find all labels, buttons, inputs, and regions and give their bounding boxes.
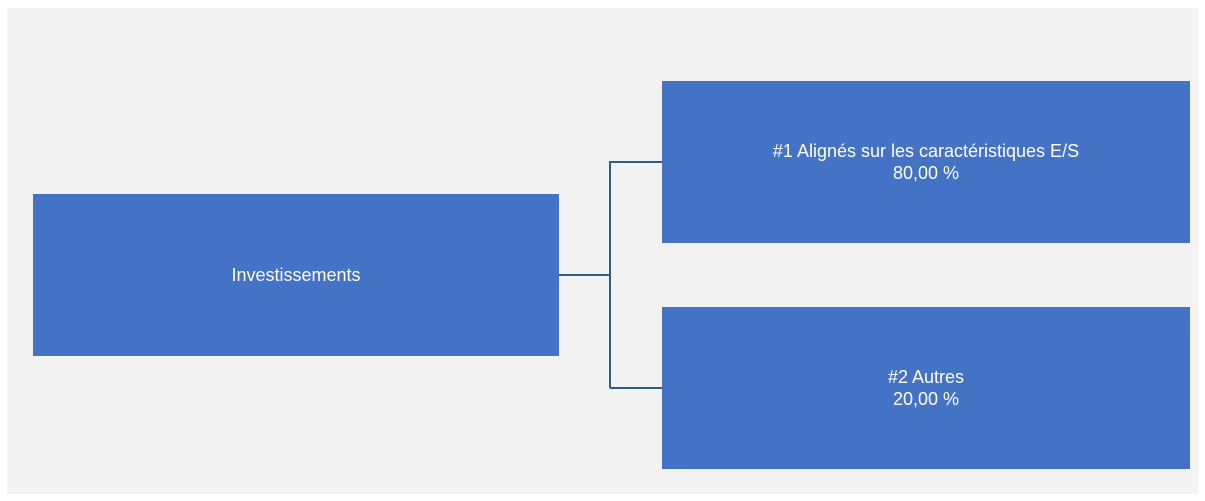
root-node-investissements [33, 194, 559, 356]
child-node-2-label: #2 Autres [887, 367, 965, 387]
child-node-autres [662, 307, 1190, 469]
child-node-aligned [662, 81, 1190, 243]
root-node-label: Investissements [231, 265, 361, 285]
child-node-2-value: 20,00 % [892, 389, 960, 409]
child-node-1-value: 80,00 % [892, 163, 960, 183]
child-node-1-label: #1 Alignés sur les caractéristiques E/S [772, 141, 1080, 161]
